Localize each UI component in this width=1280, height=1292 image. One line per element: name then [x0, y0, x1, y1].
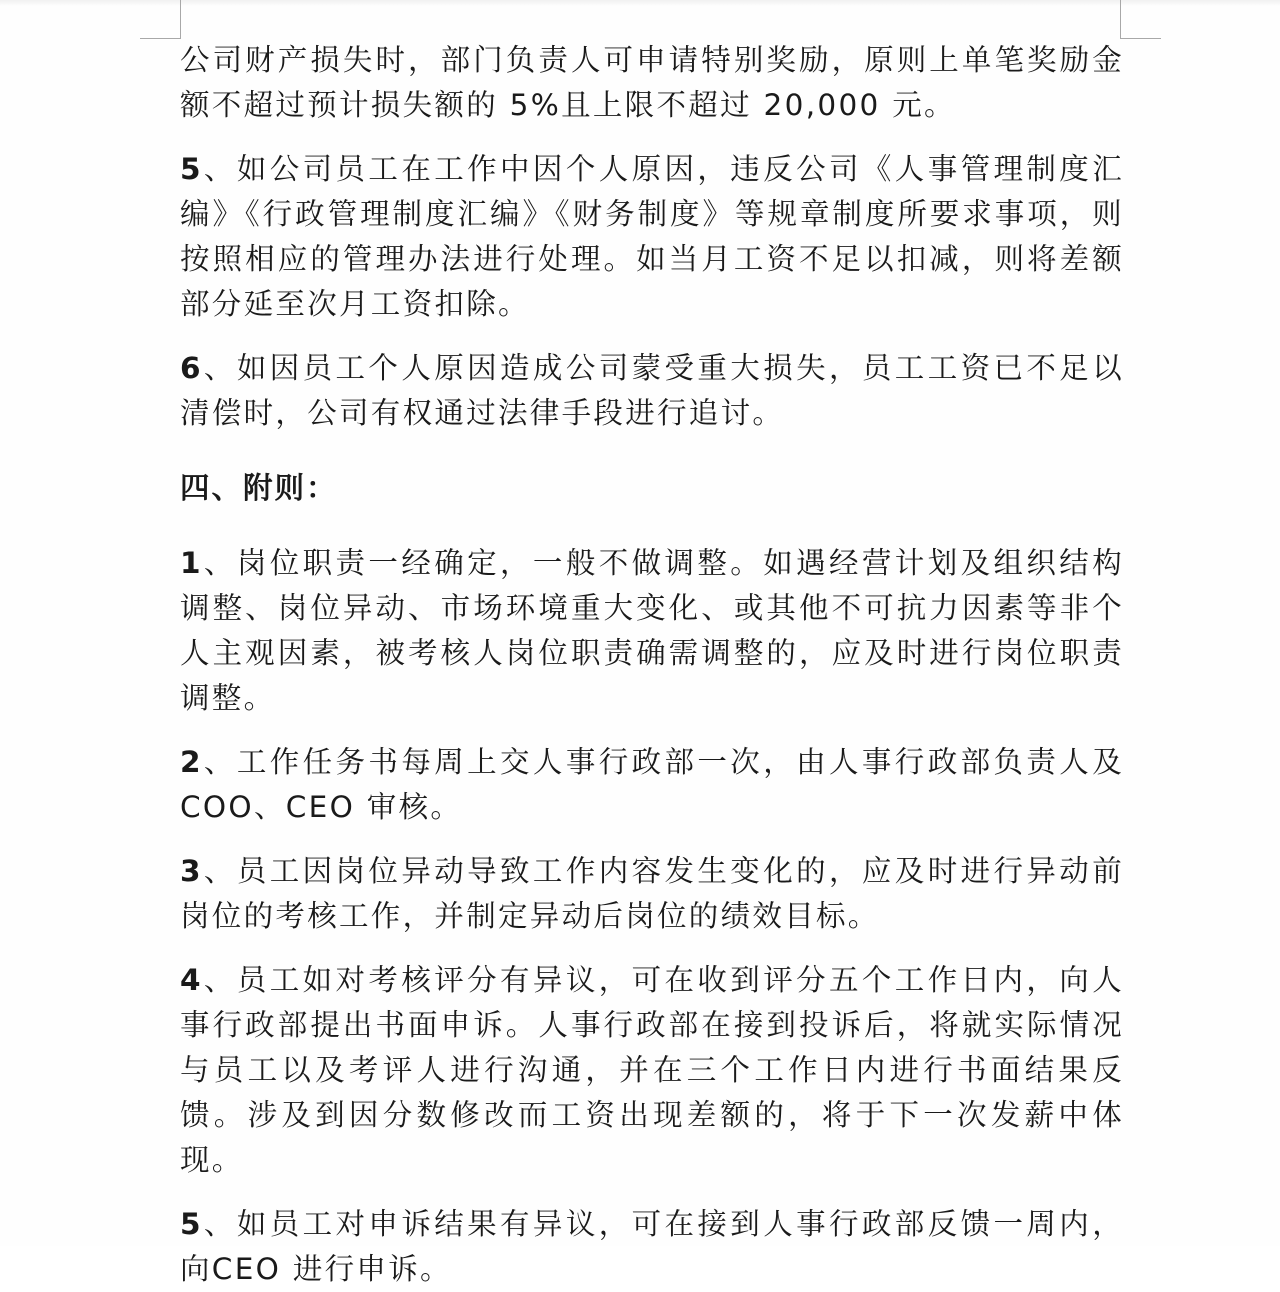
paragraph-appendix-1: [180, 541, 1124, 721]
item-number: 6: [180, 351, 203, 385]
paragraph-appendix-5: [180, 1202, 1124, 1292]
paragraph-text: 、岗位职责一经确定，一般不做调整。如遇经营计划及组织结构调整、岗位异动、市场环境重大变化、或其他不可抗力因素等非个人主观因素，被考核人岗位职责确需调整的，应及时进行岗位职责调整。: [180, 546, 1124, 715]
item-number: 3: [180, 854, 203, 888]
paragraph-text: 、如因员工个人原因造成公司蒙受重大损失，员工工资已不足以清偿时，公司有权通过法律手段进行追讨。: [180, 351, 1124, 430]
top-left-crop-mark: [140, 0, 181, 39]
item-number: 5: [180, 1207, 203, 1241]
paragraph-text: 、员工如对考核评分有异议，可在收到评分五个工作日内，向人事行政部提出书面申诉。人事行政部在接到投诉后，将就实际情况与员工以及考评人进行沟通，并在三个工作日内进行书面结果反馈。涉及到因分数修改而工资出现差额的，将于下一次发薪中体现。: [180, 963, 1124, 1177]
top-right-crop-mark: [1120, 0, 1161, 39]
paragraph-appendix-3: [180, 849, 1124, 939]
paragraph-appendix-2: [180, 740, 1124, 830]
item-number: 5: [180, 152, 203, 186]
paragraph-item-6: [180, 346, 1124, 436]
document-body[interactable]: [180, 38, 1124, 1292]
item-number: 2: [180, 745, 203, 779]
paragraph-text: 、如员工对申诉结果有异议，可在接到人事行政部反馈一周内，向CEO 进行申诉。: [180, 1207, 1124, 1286]
item-number: 1: [180, 546, 203, 580]
paragraph-text: 公司财产损失时，部门负责人可申请特别奖励，原则上单笔奖励金额不超过预计损失额的 5%且上限不超过 20,000 元。: [180, 43, 1124, 122]
paragraph-item-5: [180, 147, 1124, 327]
paragraph-appendix-4: [180, 958, 1124, 1183]
paragraph-intro-continuation: [180, 38, 1124, 128]
section-heading-appendix: 四、附则：: [180, 471, 338, 505]
paragraph-text: 、员工因岗位异动导致工作内容发生变化的，应及时进行异动前岗位的考核工作，并制定异动后岗位的绩效目标。: [180, 854, 1124, 933]
paragraph-text: 、工作任务书每周上交人事行政部一次，由人事行政部负责人及 COO、CEO 审核。: [180, 745, 1124, 824]
page-top-shadow: [0, 0, 1280, 6]
paragraph-text: 、如公司员工在工作中因个人原因，违反公司《人事管理制度汇编》《行政管理制度汇编》《财务制度》等规章制度所要求事项，则按照相应的管理办法进行处理。如当月工资不足以扣减，则将差额部分延至次月工资扣除。: [180, 152, 1124, 321]
item-number: 4: [180, 963, 203, 997]
